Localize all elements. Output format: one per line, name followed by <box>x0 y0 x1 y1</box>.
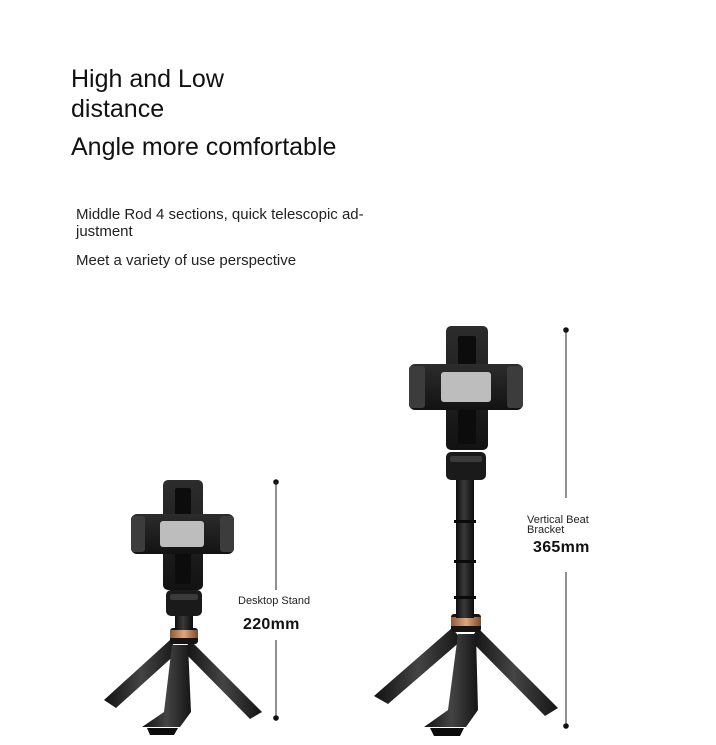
headline-line-1: High and Low <box>71 65 224 93</box>
headline-line-2: distance <box>71 95 165 123</box>
vertical-bracket-label-line-2: Bracket <box>527 524 565 536</box>
desktop-stand-label: Desktop Stand <box>238 595 311 607</box>
vertical-bracket-measurement: 365mm <box>533 539 590 556</box>
desktop-stand-image <box>104 480 262 735</box>
vertical-bracket-label-line-1: Vertical Beat <box>527 514 589 526</box>
description-perspective: Meet a variety of use perspective <box>76 252 297 269</box>
headline-line-3: Angle more comfortable <box>71 133 337 161</box>
description-telescopic: Middle Rod 4 sections, quick telescopic ad-justment <box>76 206 364 240</box>
desktop-stand-measurement: 220mm <box>243 616 300 633</box>
